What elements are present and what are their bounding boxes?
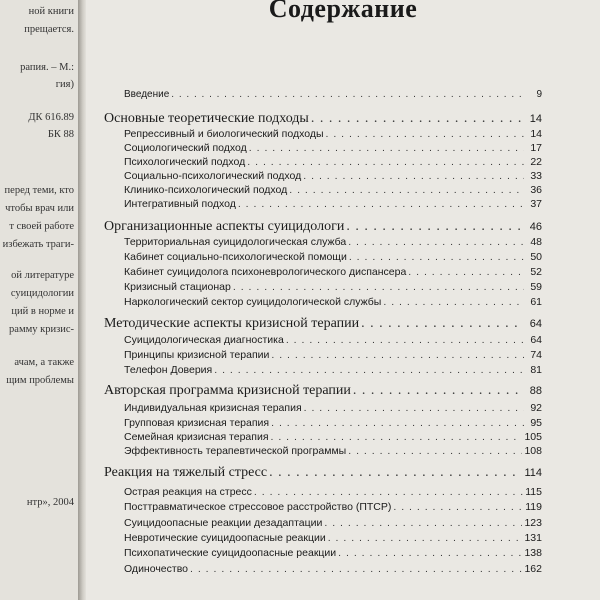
leader-dots [361, 316, 524, 332]
leader-dots [269, 465, 522, 481]
toc-entry [124, 364, 542, 376]
toc-entry-page: 108 [524, 445, 542, 457]
leader-dots [311, 111, 524, 127]
toc-entry-page: 92 [530, 402, 542, 414]
toc-entry-label: Введение [124, 89, 170, 100]
leader-dots [346, 219, 524, 235]
toc-entry-label: Социально-психологический подход [124, 170, 302, 182]
toc-entry-page: 95 [530, 417, 542, 429]
leader-dots [286, 334, 524, 346]
leader-dots [338, 547, 522, 559]
toc-entry-label: Суицидоопасные реакции дезадаптации [124, 517, 323, 529]
leader-dots [289, 184, 524, 196]
toc-entry-page: 105 [524, 431, 542, 443]
left-page-line: ций в норме и [11, 306, 74, 317]
leader-dots [233, 281, 524, 293]
leader-dots [238, 198, 524, 210]
toc-entry-page: 123 [524, 517, 542, 529]
toc-entry-page: 48 [530, 236, 542, 248]
left-page-line: т своей работе [9, 221, 74, 232]
toc-entry-label: Кризисный стационар [124, 281, 231, 293]
toc-section-page: 114 [524, 467, 542, 479]
toc-entry [124, 445, 542, 457]
left-page-line: чтобы врач или [5, 203, 74, 214]
toc-entry-page: 50 [530, 251, 542, 263]
toc-entry-page: 9 [536, 89, 542, 100]
left-page-line: рапия. – М.: [20, 62, 74, 73]
toc-entry [124, 184, 542, 196]
toc-section-label: Авторская программа кризисной терапии [104, 383, 351, 398]
toc-section-label: Основные теоретические подходы [104, 111, 309, 126]
toc-entry-label: Индивидуальная кризисная терапия [124, 402, 302, 414]
toc-entry [124, 486, 542, 498]
toc-entry [124, 236, 542, 248]
toc-entry-page: 17 [530, 142, 542, 154]
left-page-line: нтр», 2004 [26, 497, 74, 508]
toc-entry [124, 563, 542, 575]
toc-section-label: Организационные аспекты суицидологи [104, 219, 345, 234]
toc-entry [124, 251, 542, 263]
toc-entry-page: 138 [524, 547, 542, 559]
leader-dots [214, 364, 524, 376]
toc-entry-page: 81 [530, 364, 542, 376]
toc-entry-label: Принципы кризисной терапии [124, 349, 270, 361]
leader-dots [348, 236, 524, 248]
toc-entry [124, 198, 542, 210]
toc-entry-label: Острая реакция на стресс [124, 486, 252, 498]
toc-section-heading [104, 219, 542, 235]
toc-entry-page: 59 [530, 281, 542, 293]
toc-entry [124, 142, 542, 154]
leader-dots [328, 532, 523, 544]
leader-dots [249, 142, 524, 154]
toc-entry-label: Семейная кризисная терапия [124, 431, 269, 443]
toc-entry [124, 417, 542, 429]
toc-entry-page: 131 [524, 532, 542, 544]
leader-dots [353, 383, 524, 399]
left-page-line: БК 88 [47, 129, 74, 140]
toc-entry-label: Кабинет социально-психологической помощи [124, 251, 347, 263]
leader-dots [171, 89, 524, 100]
right-page [86, 0, 600, 600]
toc-entry [124, 281, 542, 293]
toc-entry [124, 402, 542, 414]
toc-section-page: 64 [529, 318, 542, 330]
leader-dots [254, 486, 523, 498]
leader-dots [304, 402, 524, 414]
left-page-line: щим проблемы [6, 375, 74, 386]
toc-entry [124, 128, 542, 140]
leader-dots [408, 266, 524, 278]
toc-entry-page: 115 [525, 486, 542, 498]
toc-entry-page: 36 [530, 184, 542, 196]
toc-entry-page: 52 [530, 266, 542, 278]
toc-entry [124, 296, 542, 308]
toc-entry-label: Телефон Доверия [124, 364, 213, 376]
toc-section-page: 46 [529, 221, 542, 233]
toc-entry-label: Социологический подход [124, 142, 247, 154]
left-page-line: ДК 616.89 [28, 112, 74, 123]
toc-entry-page: 162 [524, 563, 542, 575]
page-title: Содержание [268, 0, 418, 23]
toc-entry-label: Наркологический сектор суицидологической службы [124, 296, 382, 308]
leader-dots [247, 156, 524, 168]
left-page-line: суицидологии [10, 288, 74, 299]
left-page-line: ачам, а также [14, 357, 74, 368]
leader-dots [271, 431, 523, 443]
toc-entry [124, 547, 542, 559]
leader-dots [326, 128, 524, 140]
toc-entry [124, 349, 542, 361]
left-page-line: ной книги [28, 6, 74, 17]
leader-dots [383, 296, 524, 308]
toc-entry [124, 501, 542, 513]
left-page-line: избежать траги- [2, 239, 74, 250]
toc-entry-page: 61 [530, 296, 542, 308]
leader-dots [303, 170, 524, 182]
toc-entry-page: 64 [530, 334, 542, 346]
toc-entry-page: 14 [530, 128, 542, 140]
toc-entry [124, 156, 542, 168]
toc-entry-label: Психологический подход [124, 156, 246, 168]
toc-section-heading [104, 465, 542, 481]
toc-section-heading [104, 383, 542, 399]
leader-dots [271, 417, 524, 429]
book-gutter [78, 0, 86, 600]
toc-entry [124, 532, 542, 544]
toc-entry-label: Невротические суицидоопасные реакции [124, 532, 326, 544]
left-page-line: перед теми, кто [4, 185, 74, 196]
toc-section-heading [104, 111, 542, 127]
toc-entry-label: Одиночество [124, 563, 189, 575]
leader-dots [190, 563, 522, 575]
leader-dots [348, 445, 522, 457]
leader-dots [271, 349, 524, 361]
table-of-contents [86, 0, 600, 600]
leader-dots [393, 501, 523, 513]
toc-section-label: Методические аспекты кризисной терапии [104, 316, 360, 331]
toc-entry-page: 119 [525, 501, 542, 513]
toc-entry-page: 37 [530, 198, 542, 210]
toc-entry-label: Суицидологическая диагностика [124, 334, 284, 346]
leader-dots [349, 251, 524, 263]
toc-section-page: 88 [529, 385, 542, 397]
toc-entry [124, 431, 542, 443]
left-page-line: прещается. [24, 24, 74, 35]
left-page-line: рамму кризис- [9, 324, 74, 335]
toc-entry-label: Групповая кризисная терапия [124, 417, 270, 429]
toc-entry [124, 170, 542, 182]
toc-entry-label: Территориальная суицидологическая служба [124, 236, 347, 248]
toc-entry [124, 517, 542, 529]
toc-entry-label: Эффективность терапевтической программы [124, 445, 347, 457]
toc-entry [124, 334, 542, 346]
leader-dots [324, 517, 522, 529]
toc-entry [124, 266, 542, 278]
toc-section-heading [104, 316, 542, 332]
toc-entry-page: 22 [530, 156, 542, 168]
toc-entry-label: Кабинет суицидолога психоневрологического диспансера [124, 266, 407, 278]
toc-entry-page: 33 [530, 170, 542, 182]
toc-intro [124, 89, 542, 100]
left-page-line: гия) [55, 79, 74, 90]
toc-section-page: 14 [529, 113, 542, 125]
left-page-line: ой литературе [11, 270, 74, 281]
toc-section-label: Реакция на тяжелый стресс [104, 465, 268, 480]
left-page [0, 0, 78, 600]
toc-entry-page: 74 [530, 349, 542, 361]
toc-entry-label: Психопатические суицидоопасные реакции [124, 547, 337, 559]
toc-entry-label: Клинико-психологический подход [124, 184, 288, 196]
toc-entry-label: Репрессивный и биологический подходы [124, 128, 324, 140]
toc-entry-label: Посттравматическое стрессовое расстройство (ПТСР) [124, 501, 392, 513]
toc-entry-label: Интегративный подход [124, 198, 236, 210]
